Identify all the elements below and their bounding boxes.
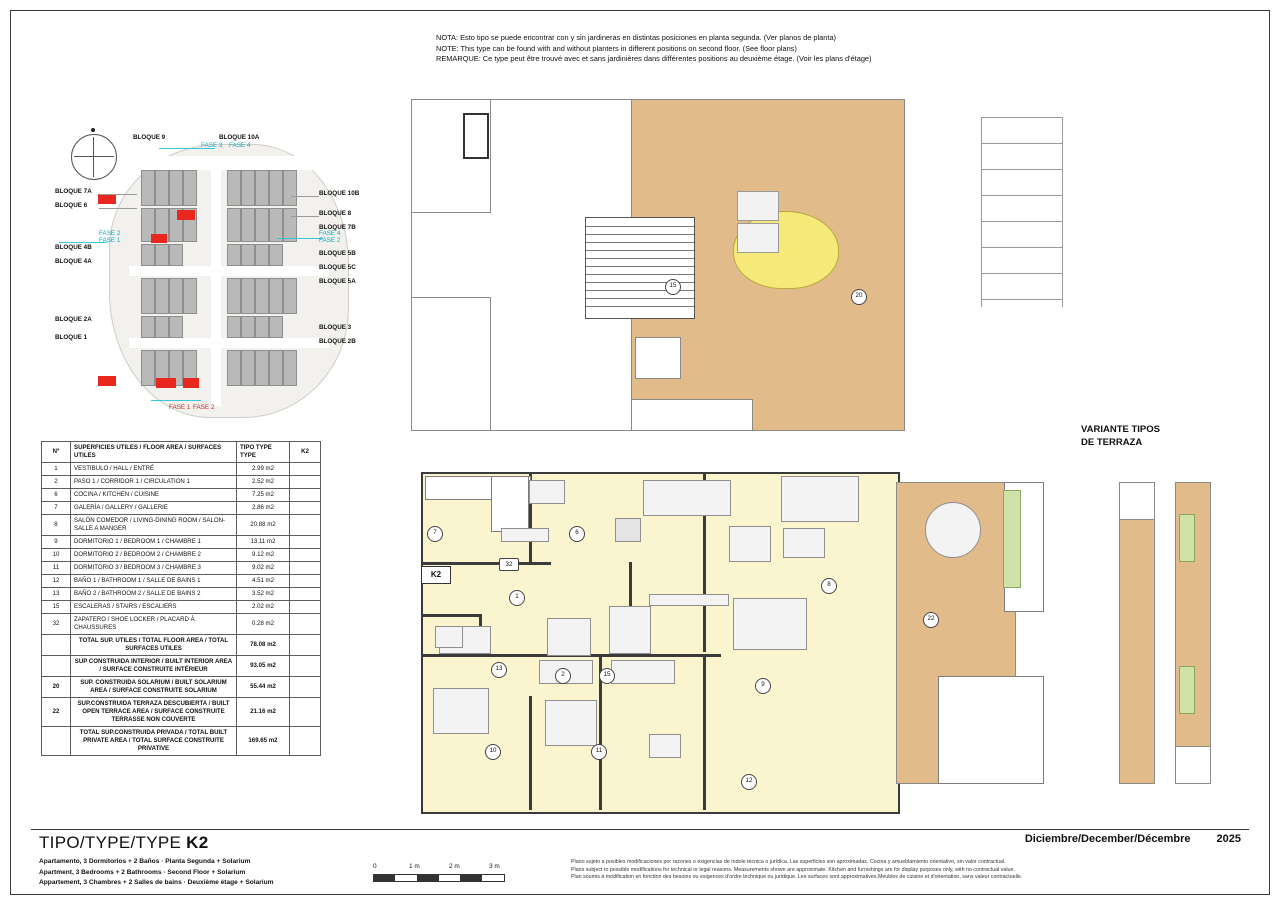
cell-area: 2.99 m2 (237, 463, 290, 476)
col-header-type: TIPO TYPE TYPE (237, 442, 290, 463)
cell-description: DORMITORIO 2 / BEDROOM 2 / CHAMBRE 2 (71, 549, 237, 562)
phase-label-2-right: FASE 2 (319, 237, 341, 244)
type-description-fr: Appartement, 3 Chambres + 2 Salles de bains · Deuxième étage + Solarium (39, 879, 274, 886)
cell-area: 3.52 m2 (237, 588, 290, 601)
highlight-unit (183, 378, 199, 388)
sheet-date-text: Diciembre/December/Décembre (1024, 833, 1191, 845)
table-row (42, 601, 321, 614)
cell-type (290, 489, 321, 502)
variant-strip-a (1119, 482, 1155, 784)
scale-mark-2: 2 m (449, 863, 460, 870)
cell-area: 9.02 m2 (237, 562, 290, 575)
cell-type (290, 463, 321, 476)
cell-number (42, 635, 71, 656)
cell-description: ESCALERAS / STAIRS / ESCALIERS (71, 601, 237, 614)
footer-divider (31, 829, 1249, 830)
stair-flight-2 (609, 606, 651, 654)
tag-10: 10 (485, 744, 501, 760)
phase-label-1-bottom: FASE 1 (169, 404, 191, 411)
cell-area: 13.11 m2 (237, 536, 290, 549)
cell-description: BAÑO 2 / BATHROOM 2 / SALLE DE BAINS 2 (71, 588, 237, 601)
tag-22: 22 (923, 612, 939, 628)
cell-number: 1 (42, 463, 71, 476)
coffee-table (783, 528, 825, 558)
cell-type (290, 575, 321, 588)
tag-13: 13 (491, 662, 507, 678)
kitchen-unit (491, 476, 529, 532)
armchair (729, 526, 771, 562)
cell-number: 7 (42, 502, 71, 515)
cell-type (290, 614, 321, 635)
cell-type (290, 588, 321, 601)
cell-area: 4.51 m2 (237, 575, 290, 588)
planter (1179, 666, 1195, 714)
cell-description: SALÓN COMEDOR / LIVING-DINING ROOM / SALON-SALLE A MANGER (71, 515, 237, 536)
tv-unit (649, 594, 729, 606)
bathroom-fixture (435, 626, 463, 648)
dining-table (643, 480, 731, 516)
hob (529, 480, 565, 504)
cell-type (290, 549, 321, 562)
highlight-unit (177, 210, 195, 220)
phase-label-4: FASE 4 (229, 142, 251, 149)
phase-label-1-left: FASE 1 (99, 237, 121, 244)
floor-plan (403, 466, 1053, 816)
table-total-row (42, 677, 321, 698)
table-row (42, 614, 321, 635)
variant-title (1081, 423, 1160, 449)
site-label-bloque-2b: BLOQUE 2B (319, 338, 356, 345)
tag-32: 32 (499, 558, 519, 571)
compass-icon (71, 134, 117, 180)
cell-description: TOTAL SUP. UTILES / TOTAL FLOOR AREA / TOTAL SURFACES UTILES (71, 635, 237, 656)
site-label-bloque-5b: BLOQUE 5B (319, 250, 356, 257)
table-total-row (42, 698, 321, 727)
scale-bar (373, 874, 505, 882)
disclaimer-es: Plano sujeto a posibles modificaciones por razones o exigencias de índole técnica o jurídica. Las superficies son aproximadas. Cocina y amueblamiento orientativo, sin valor contractual. (571, 859, 1006, 865)
type-description-es: Apartamento, 3 Dormitorios + 2 Baños · Planta Segunda + Solarium (39, 858, 251, 865)
cell-area: 93.05 m2 (237, 656, 290, 677)
disclaimer (571, 859, 1251, 882)
site-label-bloque-5c: BLOQUE 5C (319, 264, 356, 271)
cell-type (290, 502, 321, 515)
table-total-row (42, 635, 321, 656)
tag-8: 8 (821, 578, 837, 594)
site-label-bloque-8: BLOQUE 8 (319, 210, 352, 217)
sheet-year: 2025 (1216, 833, 1241, 845)
tag-6: 6 (569, 526, 585, 542)
col-header-description: SUPERFICIES UTILES / FLOOR AREA / SURFACES UTILES (71, 442, 237, 463)
cell-number: 32 (42, 614, 71, 635)
cell-description: COCINA / KITCHEN / CUISINE (71, 489, 237, 502)
cell-area: 21.16 m2 (237, 698, 290, 727)
table-row (42, 549, 321, 562)
cell-type (290, 515, 321, 536)
bathroom-fixture (649, 734, 681, 758)
site-label-bloque-6: BLOQUE 6 (55, 202, 88, 209)
cell-number: 9 (42, 536, 71, 549)
site-label-bloque-7b: BLOQUE 7B (319, 224, 356, 231)
cell-type (290, 562, 321, 575)
cell-area: 55.44 m2 (237, 677, 290, 698)
cell-area: 2.52 m2 (237, 476, 290, 489)
highlight-unit (156, 378, 176, 388)
tag-11: 11 (591, 744, 607, 760)
cell-type (290, 635, 321, 656)
site-label-bloque-3: BLOQUE 3 (319, 324, 352, 331)
tag-1: 1 (509, 590, 525, 606)
sheet-date (999, 833, 1241, 845)
cell-number (42, 727, 71, 756)
tag-15: 15 (599, 668, 615, 684)
cell-type (290, 727, 321, 756)
table-row (42, 588, 321, 601)
cell-number: 10 (42, 549, 71, 562)
sofa (781, 476, 859, 522)
site-plan (41, 116, 381, 426)
cell-description: SUP CONSTRUIDA INTERIOR / BUILT INTERIOR AREA / SURFACE CONSTRUITE INTÉRIEUR (71, 656, 237, 677)
cell-description: DORMITORIO 1 / BEDROOM 1 / CHAMBRE 1 (71, 536, 237, 549)
stair-flight (547, 618, 591, 656)
bed-2 (433, 688, 489, 734)
site-label-bloque-5a: BLOQUE 5A (319, 278, 356, 285)
type-badge-k2: K2 (421, 566, 451, 584)
cell-description: PASO 1 / CORRIDOR 1 / CIRCULATION 1 (71, 476, 237, 489)
site-label-bloque-4b: BLOQUE 4B (55, 244, 92, 251)
scale-mark-3: 3 m (489, 863, 500, 870)
shoe-locker (501, 528, 549, 542)
cell-type (290, 536, 321, 549)
table-row (42, 463, 321, 476)
areas-table (41, 441, 321, 756)
phase-label-2-left: FASE 2 (99, 230, 121, 237)
site-label-bloque-7a: BLOQUE 7A (55, 188, 92, 195)
sun-lounger (737, 191, 779, 221)
disclaimer-fr: Plan soumis à modification en fonction des besoins ou exigences d'ordre technique ou juridique. Les surfaces sont approximatives.Meubles de cuisine et d'orientation, sans valeur contractuelle. (571, 874, 1023, 881)
note-es: NOTA: Esto tipo se puede encontrar con y sin jardineras en distintas posiciones en planta segunda. (Ver planos de planta) (436, 33, 837, 42)
site-label-bloque-4a: BLOQUE 4A (55, 258, 92, 265)
site-label-bloque-10b: BLOQUE 10B (319, 190, 360, 197)
note-block (436, 33, 1056, 65)
tag-2: 2 (555, 668, 571, 684)
cell-area: 78.08 m2 (237, 635, 290, 656)
highlight-unit (151, 234, 167, 243)
phase-label-4-right: FASE 4 (319, 230, 341, 237)
type-description-en: Apartment, 3 Bedrooms + 2 Bathrooms · Second Floor + Solarium (39, 868, 246, 876)
cell-number: 8 (42, 515, 71, 536)
table-row (42, 502, 321, 515)
cell-description: TOTAL SUP.CONSTRUIDA PRIVADA / TOTAL BUILT PRIVATE AREA / TOTAL SURFACE CONSTRUITE PRIVATIVE (71, 727, 237, 756)
site-label-bloque-10a: BLOQUE 10A (219, 134, 260, 141)
cell-description: GALERÍA / GALLERY / GALLERIE (71, 502, 237, 515)
tag-9: 9 (755, 678, 771, 694)
cell-number (42, 656, 71, 677)
table-row (42, 476, 321, 489)
variant-title-line1: VARIANTE TIPOS (1081, 424, 1160, 435)
site-label-bloque-2a: BLOQUE 2A (55, 316, 92, 323)
cell-type (290, 656, 321, 677)
cell-type (290, 698, 321, 727)
sun-lounger (737, 223, 779, 253)
variant-title-line2: DE TERRAZA (1081, 437, 1143, 448)
cell-number: 12 (42, 575, 71, 588)
cell-number: 2 (42, 476, 71, 489)
table-row (42, 562, 321, 575)
drawing-sheet (10, 10, 1270, 895)
cell-description: SUP. CONSTRUIDA SOLARIUM / BUILT SOLARIUM AREA / SURFACE CONSTRUITE SOLARIUM (71, 677, 237, 698)
disclaimer-en: Plans subject to possible modifications for technical or legal reasons. Measurements shown are approximate. Kitchen and furnishings are for display purposes only, with no contractual value. (571, 866, 1015, 873)
cell-type (290, 476, 321, 489)
bed-3 (545, 700, 597, 746)
cell-area: 20.88 m2 (237, 515, 290, 536)
cell-number: 22 (42, 698, 71, 727)
cell-type (290, 677, 321, 698)
tag-7: 7 (427, 526, 443, 542)
cell-area: 9.12 m2 (237, 549, 290, 562)
cell-number: 15 (42, 601, 71, 614)
bed-main (733, 598, 807, 650)
table-total-row (42, 727, 321, 756)
table-row (42, 515, 321, 536)
type-title-value: K2 (186, 833, 209, 852)
outdoor-table (925, 502, 981, 558)
cell-description: ZAPATERO / SHOE LOCKER / PLACARD À CHAUSSURES (71, 614, 237, 635)
cell-area: 2.02 m2 (237, 601, 290, 614)
type-title (39, 833, 209, 853)
cell-description: SUP.CONSTRUIDA TERRAZA DESCUBIERTA / BUILT OPEN TERRACE AREA / SURFACE CONSTRUITE TERRASSE NON COUVERTE (71, 698, 237, 727)
scale-mark-0: 0 (373, 863, 377, 870)
cell-area: 169.65 m2 (237, 727, 290, 756)
table-row (42, 536, 321, 549)
solarium-plan (403, 99, 1043, 444)
cell-number: 6 (42, 489, 71, 502)
type-title-label: TIPO/TYPE/TYPE (39, 833, 182, 852)
table-total-row (42, 656, 321, 677)
cell-area: 0.28 m2 (237, 614, 290, 635)
site-label-bloque-1: BLOQUE 1 (55, 334, 88, 341)
wardrobe (611, 660, 675, 684)
cell-description: DORMITORIO 3 / BEDROOM 3 / CHAMBRE 3 (71, 562, 237, 575)
cell-type (290, 601, 321, 614)
highlight-unit (98, 376, 116, 386)
table-row (42, 575, 321, 588)
side-table (615, 518, 641, 542)
phase-label-2-bottom: FASE 2 (193, 404, 215, 411)
stair-enclosure (585, 217, 695, 319)
cell-number: 20 (42, 677, 71, 698)
phase-label-3: FASE 3 (201, 142, 223, 149)
cell-number: 11 (42, 562, 71, 575)
planter (1179, 514, 1195, 562)
cell-area: 7.25 m2 (237, 489, 290, 502)
type-description (39, 857, 274, 889)
planter (1003, 490, 1021, 588)
col-header-k2: K2 (290, 442, 321, 463)
tag-12: 12 (741, 774, 757, 790)
cell-description: VESTIBULO / HALL / ENTRÉ (71, 463, 237, 476)
col-header-number: Nº (42, 442, 71, 463)
cell-description: BAÑO 1 / BATHROOM 1 / SALLE DE BAINS 1 (71, 575, 237, 588)
scale-mark-1: 1 m (409, 863, 420, 870)
note-en: NOTE: This type can be found with and without planters in different positions on second floor. (See floor plans) (436, 43, 797, 53)
highlight-unit (98, 194, 116, 204)
cell-area: 2.86 m2 (237, 502, 290, 515)
roof-tag-20: 20 (851, 289, 867, 305)
roof-tag-15: 15 (665, 279, 681, 295)
pergola (981, 117, 1063, 307)
cell-number: 13 (42, 588, 71, 601)
site-label-bloque-9: BLOQUE 9 (133, 134, 166, 141)
table-row (42, 489, 321, 502)
note-fr: REMARQUE: Ce type peut être trouvé avec et sans jardinières dans différentes positions au deuxième étage. (Voir les plans d'étage) (436, 54, 872, 63)
terrace-variants (1119, 466, 1239, 796)
